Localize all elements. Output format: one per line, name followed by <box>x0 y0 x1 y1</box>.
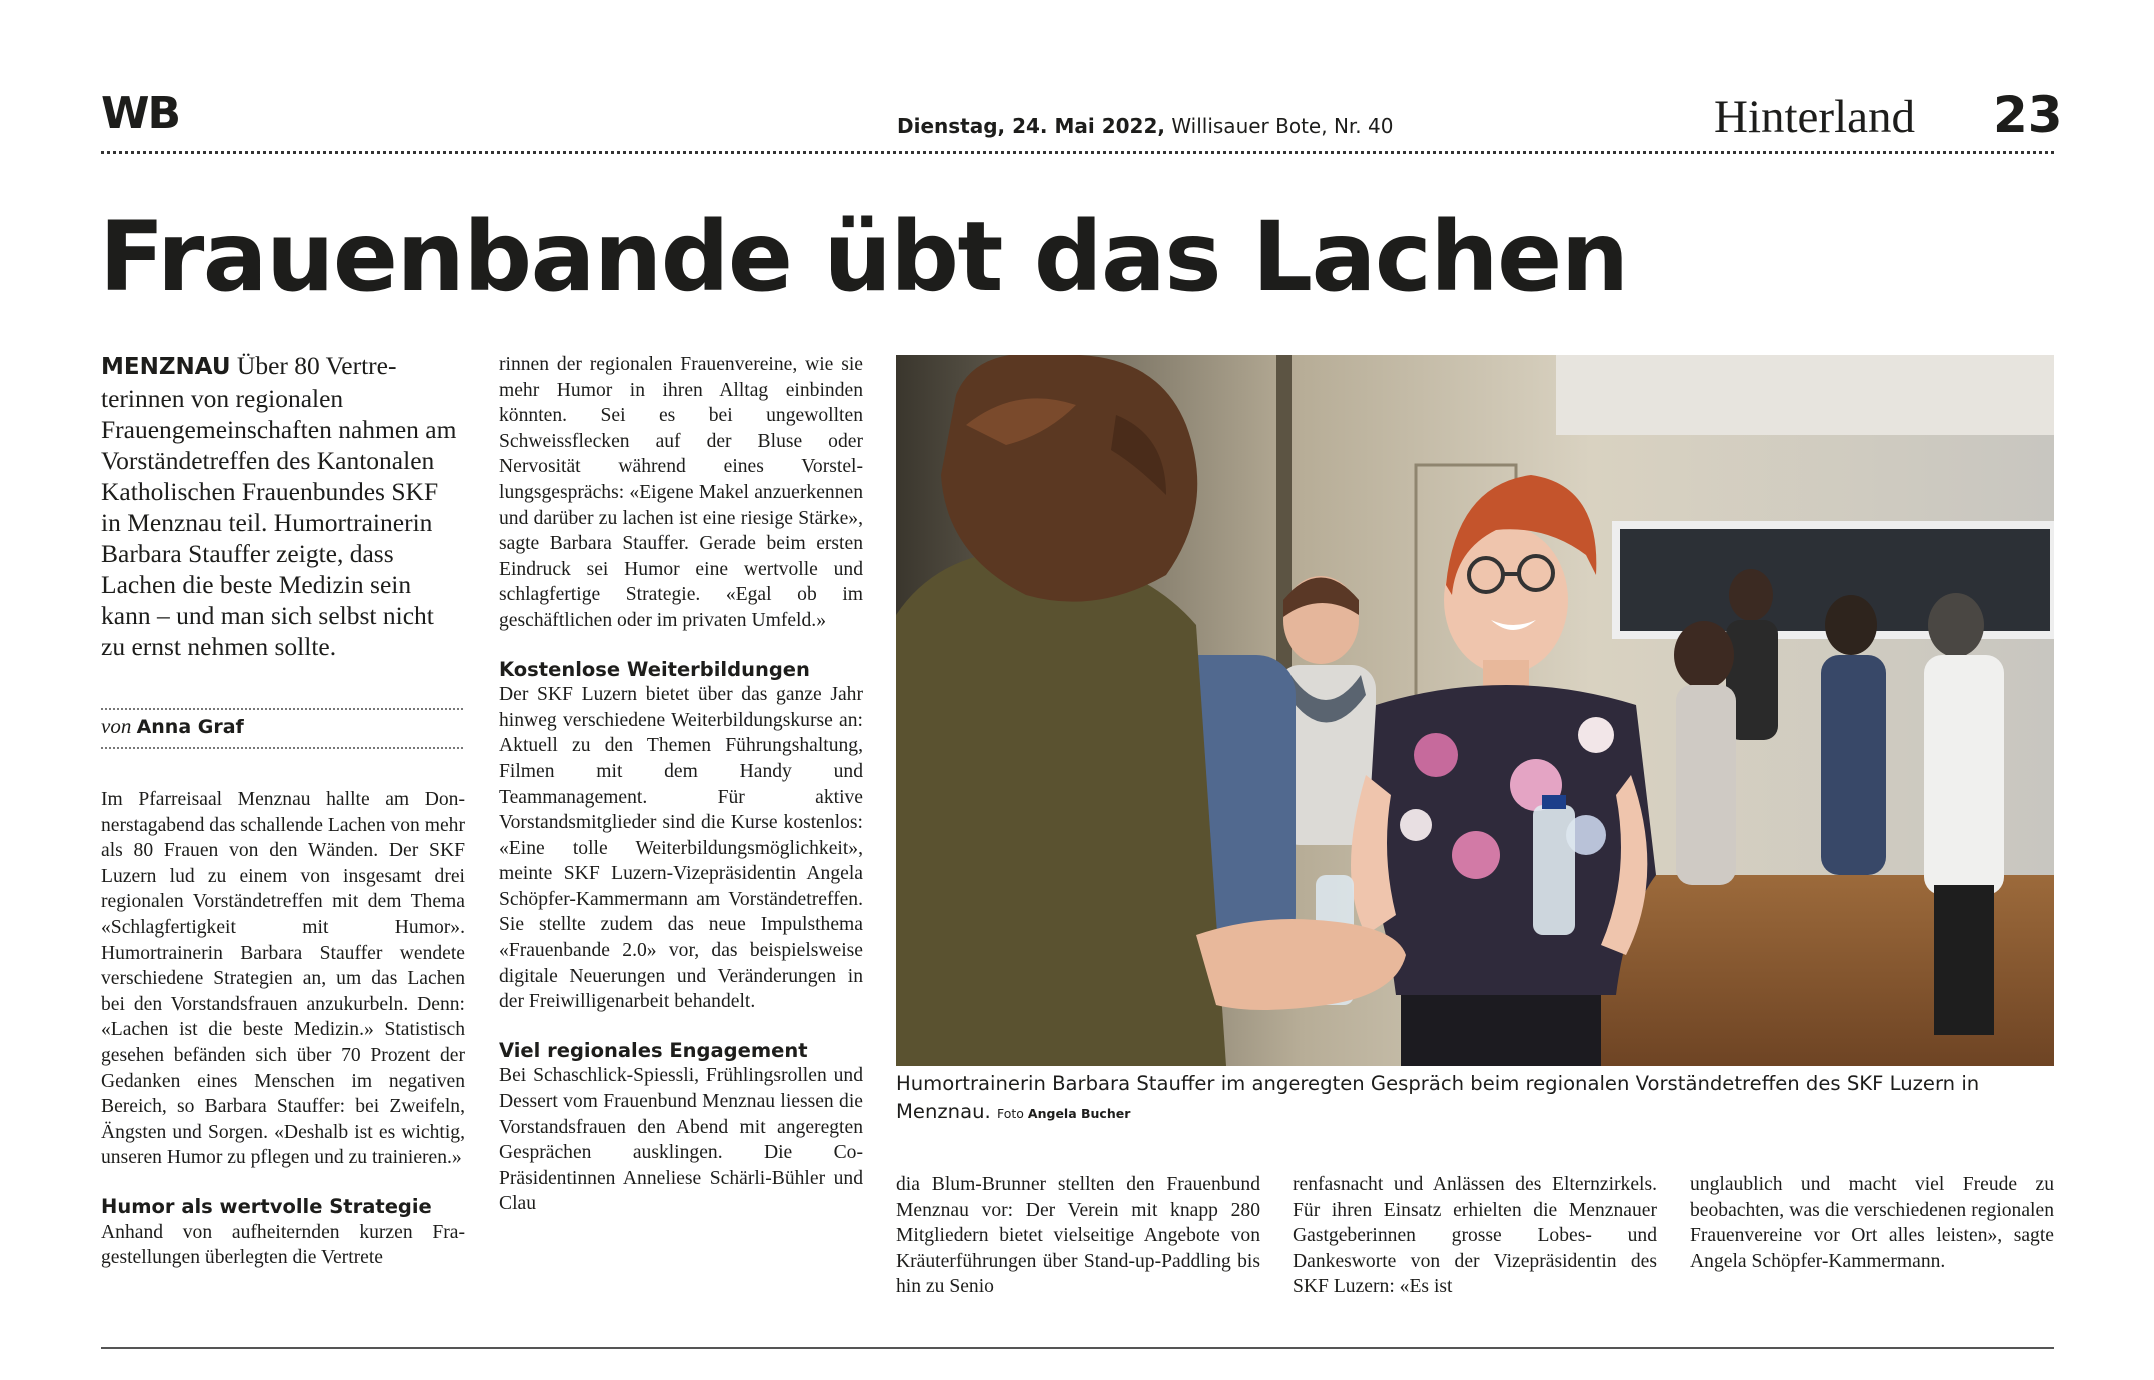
newspaper-logo: WB <box>101 88 180 139</box>
article-lead <box>101 350 463 662</box>
article-photo <box>896 355 2054 1066</box>
byline-rule-top <box>101 708 463 710</box>
byline-rule-bottom <box>101 747 463 749</box>
photo-caption-text: Humortrainerin Barbara Stauffer im angeregten Gespräch beim regionalen Vorständetreffen des SKF Luzern in Menznau. <box>896 1072 1980 1123</box>
photo-credit-name: Angela Bucher <box>1027 1106 1131 1121</box>
photo-credit-prefix: Foto <box>996 1106 1024 1121</box>
article-headline: Frauenbande übt das Lachen <box>99 201 1628 313</box>
byline-author: Anna Graf <box>136 716 244 738</box>
subheading: Viel regionales Engagement <box>499 1038 808 1062</box>
body-paragraph: dia Blum-Brunner stellten den Frauenbund Menznau vor: Der Verein mit knapp 280 Mitgliedern bietet vielseitige Angebote von Kräuterführungen über Stand-up-Paddling bis hin zu Senio <box>896 1174 1260 1298</box>
subheading: Humor als wertvolle Strategie <box>101 1194 432 1218</box>
dateline <box>897 114 1393 138</box>
photo-illustration <box>896 355 2054 1066</box>
body-paragraph: renfasnacht und Anlässen des Elternzirkels. Für ihren Einsatz erhielten die Menznauer Gastgeberinnen grosse Lobes- und Dankesworte von der Vizepräsidentin des SKF Luzern: «Es ist <box>1293 1174 1657 1298</box>
lead-text: Über 80 Vertreterinnen von regionalen Frauengemeinschaften nahmen am Vorständetreffen des Kantonalen Katholischen Frauenbundes SKF in Menznau teil. Humortrainerin Barbara Stauffer zeigte, dass Lachen die beste Medizin sein kann – und man sich selbst nicht zu ernst nehmen sollte. <box>101 351 457 661</box>
byline-prefix: von <box>101 714 132 738</box>
article-column-4 <box>1293 1172 1657 1300</box>
byline <box>101 714 244 739</box>
body-paragraph: Anhand von aufheiternden kurzen Fragestellungen überlegten die Vertrete <box>101 1221 465 1269</box>
subheading: Kostenlose Weiterbildungen <box>499 657 810 681</box>
article-column-3 <box>896 1172 1260 1300</box>
article-column-5 <box>1690 1172 2054 1274</box>
lead-dateline-place: MENZNAU <box>101 354 231 380</box>
article-column-2 <box>499 352 863 1217</box>
publication-name: Willisauer Bote, Nr. 40 <box>1171 114 1394 138</box>
footer-divider <box>101 1347 2054 1349</box>
header-divider <box>101 151 2054 154</box>
photo-credit <box>997 1106 1130 1121</box>
body-paragraph: rinnen der regionalen Frauenvereine, wie sie mehr Humor in ihren Alltag einbinden könnten. Sei es bei ungewollten Schweissflecken auf der Bluse oder Nervosität während eines Vorstellungsgesprächs: «Eigene Makel anzuerkennen und darüber zu lachen ist eine riesige Stärke», sagte Barbara Stauffer. Gerade beim ersten Eindruck sei Humor eine wertvolle und schlagfertige Strategie. «Egal ob im geschäftlichen oder im privaten Umfeld.» <box>499 354 863 631</box>
section-name: Hinterland <box>1714 91 1915 143</box>
body-paragraph: Im Pfarreisaal Menznau hallte am Donnerstagabend das schallende Lachen von mehr als 80 Frauen von den Wänden. Der SKF Luzern lud zu einem von insgesamt drei regionalen Vorständetreffen mit dem Thema «Schlagfertigkeit mit Humor». Humortrainerin Barbara Stauffer wendete verschiedene Strategien an, um das Lachen bei den Vorstandsfrauen anzukurbeln. Denn: «Lachen ist die beste Medizin.» Statistisch gesehen befänden sich über 70 Prozent der Gedanken eines Menschen im negativen Bereich, so Barbara Stauffer: bei Zweifeln, Ängsten und Sorgen. «Deshalb ist es wichtig, unseren Humor zu pflegen und zu trainieren.» <box>101 789 465 1169</box>
issue-date: Dienstag, 24. Mai 2022, <box>897 114 1165 138</box>
body-paragraph: Bei Schaschlick-Spiessli, Frühlingsrollen und Dessert vom Frauenbund Menznau liessen die Vorstandsfrauen den Abend mit angeregten Gesprächen ausklingen. Die Co-Präsidentinnen Anneliese Schärli-Bühler und Clau <box>499 1065 863 1215</box>
body-paragraph: Der SKF Luzern bietet über das ganze Jahr hinweg verschiedene Weiterbildungskurse an: Aktuell zu den Themen Führungshaltung, Filmen mit dem Handy und Teammanagement. Für aktive Vorstandsmitglieder sind die Kurse kostenlos: «Eine tolle Weiterbildungsmöglichkeit», meinte SKF Luzern-Vizepräsidentin Angela Schöpfer-Kammermann am Vorständetreffen. Sie stellte zudem das neue Impulsthema «Frauenbande 2.0» vor, das beispielsweise digitale Neuerungen und Veränderungen in der Freiwilligenarbeit behandelt. <box>499 684 863 1013</box>
page-number: 23 <box>1993 86 2063 144</box>
body-paragraph: unglaublich und macht viel Freude zu beobachten, was die verschiedenen regionalen Frauenvereine vor Ort alles leisten», sagte Angela Schöpfer-Kammermann. <box>1690 1174 2054 1272</box>
photo-caption <box>896 1070 2054 1128</box>
article-column-1 <box>101 787 465 1271</box>
